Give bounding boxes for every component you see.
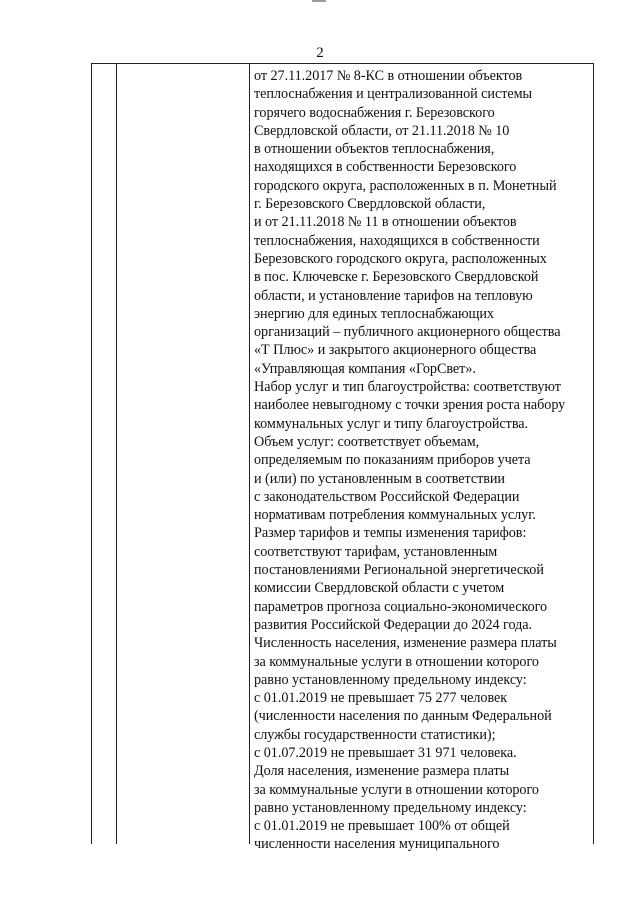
table-text-line: соответствуют тарифам, установленным	[254, 543, 498, 560]
table-text-line: от 27.11.2017 № 8-КС в отношении объектов	[254, 68, 523, 84]
table-text-line: с 01.07.2019 не превышает 31 971 человека.	[254, 744, 517, 761]
table-text-line: в пос. Ключевске г. Березовского Свердловской	[254, 269, 539, 286]
table-text-line: и (или) по установленным в соответствии	[254, 470, 505, 487]
table-text-line: теплоснабжения, находящихся в собственности	[254, 232, 540, 249]
table-text-line: находящихся в собственности Березовского	[254, 159, 517, 176]
table-text-line: Свердловской области, от 21.11.2018 № 10	[254, 122, 510, 139]
table-column-divider-2	[249, 64, 250, 844]
table-text-line: Доля населения, изменение размера платы	[254, 763, 510, 780]
scan-artifact-mark	[312, 0, 326, 2]
table-text-line: численности населения муниципального	[254, 836, 500, 853]
table-text-line: в отношении объектов теплоснабжения,	[254, 141, 495, 158]
table-text-line: «Управляющая компания «ГорСвет».	[254, 360, 476, 377]
table-text-line: нормативам потребления коммунальных услуг.	[254, 507, 536, 524]
table-text-line: комиссии Свердловской области с учетом	[254, 580, 505, 597]
table-text-line: за коммунальные услуги в отношении которого	[254, 653, 539, 670]
table-text-line: Набор услуг и тип благоустройства: соответствуют	[254, 379, 561, 396]
table-text-line: определяемым по показаниям приборов учета	[254, 452, 531, 469]
table-text-cell	[254, 67, 590, 854]
table-text-line: области, и установление тарифов на тепловую	[254, 287, 533, 304]
table-text-line: равно установленному предельному индексу:	[254, 671, 527, 688]
page-number: 2	[316, 45, 324, 61]
table-column-divider-1	[116, 64, 117, 844]
table-text-line: (численности населения по данным Федеральной	[254, 708, 552, 725]
table-text-line: развития Российской Федерации до 2024 года.	[254, 616, 533, 633]
table-text-line: с законодательством Российской Федерации	[254, 488, 520, 505]
table-text-line: Березовского городского округа, расположенных	[254, 250, 547, 267]
table-text-line: за коммунальные услуги в отношении которого	[254, 781, 539, 798]
table-text-line: городского округа, расположенных в п. Монетный	[254, 177, 557, 194]
table-text-line: Размер тарифов и темпы изменения тарифов:	[254, 525, 527, 542]
table-text-line: теплоснабжения и централизованной системы	[254, 86, 533, 103]
table-text-line: равно установленному предельному индексу:	[254, 799, 527, 816]
table-text-line: энергию для единых теплоснабжающих	[254, 305, 494, 322]
table-text-line: службы государственности статистики);	[254, 726, 496, 743]
table-text-line: коммунальных услуг и типу благоустройства.	[254, 415, 529, 432]
table-text-line: горячего водоснабжения г. Березовского	[254, 104, 495, 121]
table-text-line: параметров прогноза социально-экономического	[254, 598, 548, 615]
table-text-line: организаций – публичного акционерного общества	[254, 324, 561, 341]
table-text-line: с 01.01.2019 не превышает 75 277 человек	[254, 690, 508, 707]
table-text-line: и от 21.11.2018 № 11 в отношении объектов	[254, 214, 517, 231]
table-text-line: Объем услуг: соответствует объемам,	[254, 433, 480, 450]
table-text-line: Численность населения, изменение размера платы	[254, 635, 557, 652]
table-text-line: с 01.01.2019 не превышает 100% от общей	[254, 818, 510, 835]
table-text-line: «Т Плюс» и закрытого акционерного общества	[254, 342, 537, 359]
table-text-line: постановлениями Региональной энергетической	[254, 562, 544, 579]
document-table	[91, 63, 594, 853]
table-text-line: наиболее невыгодному с точки зрения роста набору	[254, 397, 566, 414]
table-text-line: г. Березовского Свердловской области,	[254, 196, 486, 213]
